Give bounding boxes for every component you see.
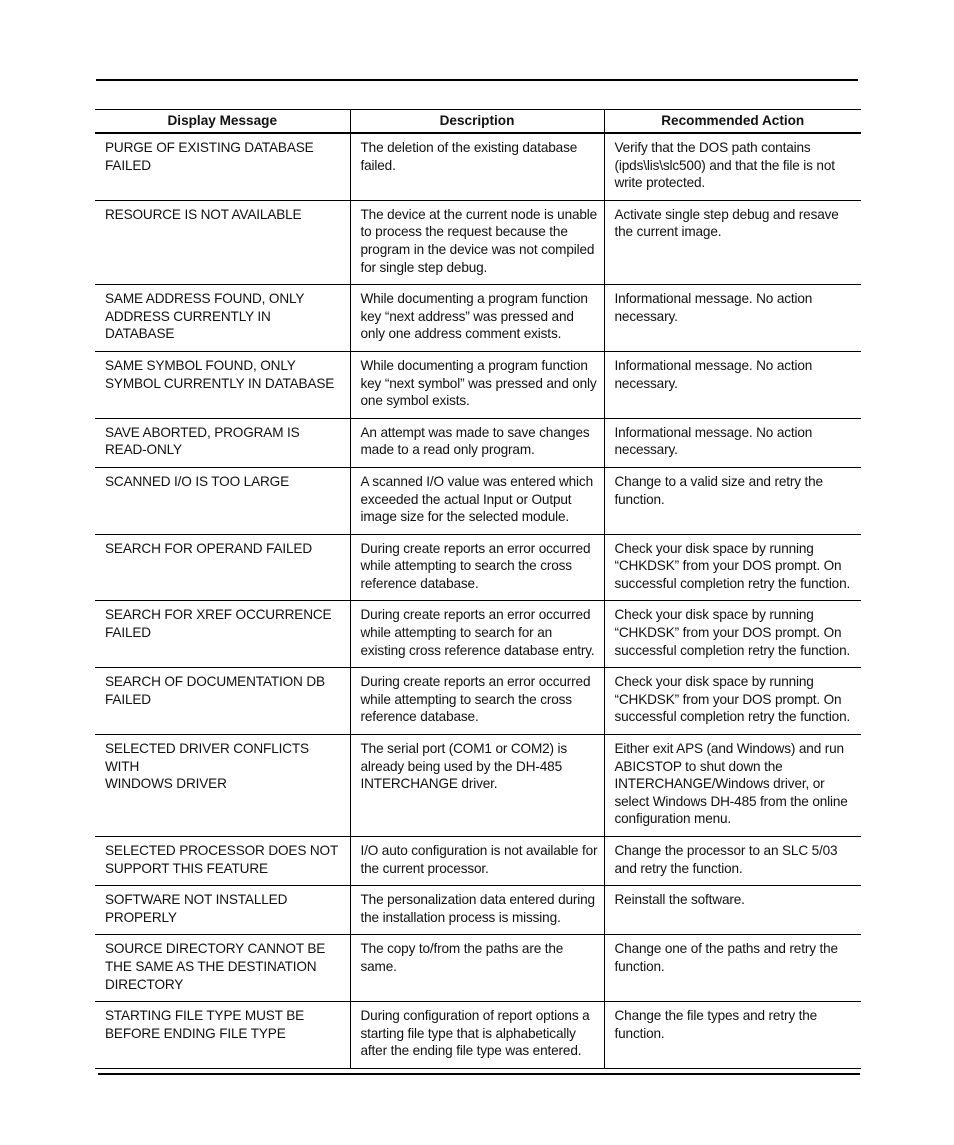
description-cell: I/O auto configuration is not available for the current processor.: [350, 837, 604, 886]
table-row: [95, 418, 861, 467]
header-display-message: Display Message: [95, 110, 350, 134]
recommended-action-cell: Informational message. No action necessary.: [604, 285, 861, 352]
header-recommended-action: Recommended Action: [604, 110, 861, 134]
table-row: [95, 534, 861, 601]
display-message-cell: SEARCH OF DOCUMENTATION DB FAILED: [95, 668, 350, 735]
table-row: [95, 735, 861, 837]
description-cell: A scanned I/O value was entered which exceeded the actual Input or Output image size for the selected module.: [350, 467, 604, 534]
description-cell: The serial port (COM1 or COM2) is already being used by the DH-485 INTERCHANGE driver.: [350, 735, 604, 837]
table-row: [95, 935, 861, 1002]
description-cell: While documenting a program function key “next symbol” was pressed and only one symbol exists.: [350, 351, 604, 418]
description-cell: During create reports an error occurred while attempting to search for an existing cross reference database entry.: [350, 601, 604, 668]
table-row: [95, 837, 861, 886]
description-cell: During create reports an error occurred while attempting to search the cross reference database.: [350, 534, 604, 601]
display-message-cell: SOURCE DIRECTORY CANNOT BE THE SAME AS THE DESTINATION DIRECTORY: [95, 935, 350, 1002]
description-cell: The personalization data entered during the installation process is missing.: [350, 886, 604, 935]
table-row: [95, 886, 861, 935]
recommended-action-cell: Check your disk space by running “CHKDSK” from your DOS prompt. On successful completion retry the function.: [604, 601, 861, 668]
display-message-cell: SAVE ABORTED, PROGRAM IS READ-ONLY: [95, 418, 350, 467]
recommended-action-cell: Change one of the paths and retry the function.: [604, 935, 861, 1002]
display-message-cell: SELECTED PROCESSOR DOES NOT SUPPORT THIS FEATURE: [95, 837, 350, 886]
recommended-action-cell: Change the file types and retry the function.: [604, 1002, 861, 1069]
display-message-cell: PURGE OF EXISTING DATABASE FAILED: [95, 133, 350, 200]
error-message-table: [95, 109, 861, 1069]
display-message-cell: SAME ADDRESS FOUND, ONLY ADDRESS CURRENTLY IN DATABASE: [95, 285, 350, 352]
description-cell: The copy to/from the paths are the same.: [350, 935, 604, 1002]
table-row: [95, 133, 861, 200]
recommended-action-cell: Change to a valid size and retry the function.: [604, 467, 861, 534]
description-cell: An attempt was made to save changes made to a read only program.: [350, 418, 604, 467]
description-cell: During create reports an error occurred while attempting to search the cross reference database.: [350, 668, 604, 735]
description-cell: The deletion of the existing database failed.: [350, 133, 604, 200]
description-cell: During configuration of report options a starting file type that is alphabetically after the ending file type was entered.: [350, 1002, 604, 1069]
table-row: [95, 1002, 861, 1069]
recommended-action-cell: Change the processor to an SLC 5/03 and retry the function.: [604, 837, 861, 886]
header-description: Description: [350, 110, 604, 134]
recommended-action-cell: Either exit APS (and Windows) and run ABICSTOP to shut down the INTERCHANGE/Windows driver, or select Windows DH-485 from the online configuration menu.: [604, 735, 861, 837]
table-row: [95, 467, 861, 534]
recommended-action-cell: Check your disk space by running “CHKDSK” from your DOS prompt. On successful completion retry the function.: [604, 668, 861, 735]
display-message-cell: SAME SYMBOL FOUND, ONLY SYMBOL CURRENTLY IN DATABASE: [95, 351, 350, 418]
display-message-cell: RESOURCE IS NOT AVAILABLE: [95, 200, 350, 284]
display-message-cell: SEARCH FOR XREF OCCURRENCE FAILED: [95, 601, 350, 668]
bottom-rule: [98, 1073, 860, 1075]
recommended-action-cell: Reinstall the software.: [604, 886, 861, 935]
table-row: [95, 200, 861, 284]
display-message-cell: STARTING FILE TYPE MUST BE BEFORE ENDING FILE TYPE: [95, 1002, 350, 1069]
table-row: [95, 351, 861, 418]
table-row: [95, 668, 861, 735]
table-header-row: [95, 110, 861, 134]
display-message-cell: SOFTWARE NOT INSTALLED PROPERLY: [95, 886, 350, 935]
display-message-cell: SCANNED I/O IS TOO LARGE: [95, 467, 350, 534]
table-row: [95, 285, 861, 352]
recommended-action-cell: Informational message. No action necessary.: [604, 418, 861, 467]
recommended-action-cell: Check your disk space by running “CHKDSK” from your DOS prompt. On successful completion retry the function.: [604, 534, 861, 601]
display-message-cell: SELECTED DRIVER CONFLICTS WITH WINDOWS DRIVER: [95, 735, 350, 837]
recommended-action-cell: Verify that the DOS path contains (ipds\lis\slc500) and that the file is not write protected.: [604, 133, 861, 200]
display-message-cell: SEARCH FOR OPERAND FAILED: [95, 534, 350, 601]
description-cell: While documenting a program function key “next address” was pressed and only one address comment exists.: [350, 285, 604, 352]
description-cell: The device at the current node is unable to process the request because the program in the device was not compiled for single step debug.: [350, 200, 604, 284]
recommended-action-cell: Informational message. No action necessary.: [604, 351, 861, 418]
table-row: [95, 601, 861, 668]
recommended-action-cell: Activate single step debug and resave the current image.: [604, 200, 861, 284]
top-rule: [96, 79, 858, 81]
